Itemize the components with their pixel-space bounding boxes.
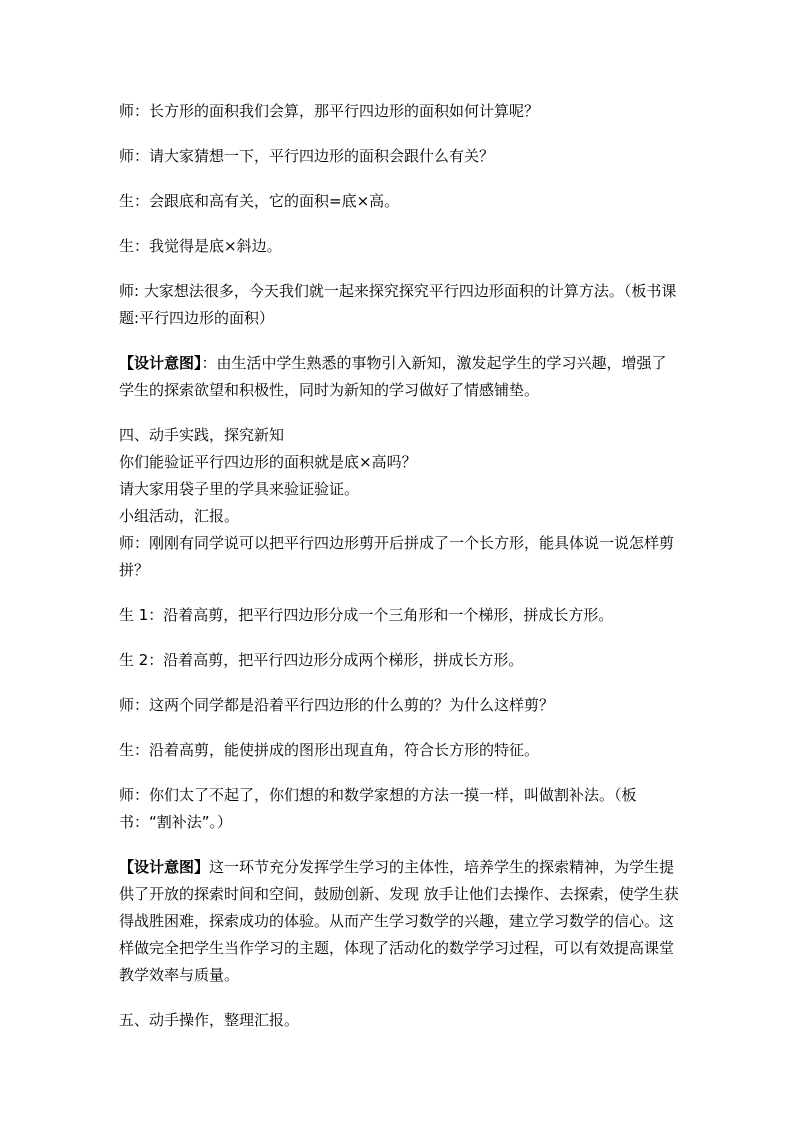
design-intent-text: ：由生活中学生熟悉的事物引入新知，激发起学生的学习兴趣，增强了学生的探索欲望和积极性，同时为新知的学习做好了情感铺垫。 [119, 354, 667, 399]
design-intent-label: 【设计意图】 [119, 858, 210, 876]
paragraph-use-tools: 请大家用袋子里的学具来验证验证。 [119, 480, 360, 498]
paragraph-teacher-summary: 师: 大家想法很多，今天我们就一起来探究探究平行四边形面积的计算方法。（板书课题:平行四边形的面积） [119, 282, 677, 327]
paragraph-teacher-question-1: 师：长方形的面积我们会算，那平行四边形的面积如何计算呢？ [119, 102, 540, 120]
paragraph-student1-answer: 生 1：沿着高剪，把平行四边形分成一个三角形和一个梯形，拼成长方形。 [119, 606, 614, 624]
paragraph-design-intent-2 [119, 854, 679, 989]
paragraph-teacher-question-2: 师：请大家猜想一下，平行四边形的面积会跟什么有关？ [119, 147, 495, 165]
design-intent-text: 这一环节充分发挥学生学习的主体性，培养学生的探索精神，为学生提供了开放的探索时间和空间，鼓励创新、发现 放手让他们去操作、去探索，使学生获得战胜困难，探索成功的体验。从而产生学习数学的兴趣，建立学习数学的信心。这样做完全把学生当作学习的主题，体现了活动化的数学学习过程，可以有效提高课堂教学效率与质量。 [119, 858, 679, 984]
paragraph-teacher-why-question: 师：这两个同学都是沿着平行四边形的什么剪的？为什么这样剪？ [119, 696, 555, 714]
section-heading-five: 五、动手操作，整理汇报。 [119, 1011, 300, 1029]
paragraph-group-activity: 小组活动，汇报。 [119, 507, 240, 525]
design-intent-label: 【设计意图】 [119, 354, 202, 372]
paragraph-student-answer-1: 生：会跟底和高有关，它的面积=底×高。 [119, 192, 400, 210]
document-body [119, 98, 679, 1034]
paragraph-student-right-angle: 生：沿着高剪，能使拼成的图形出现直角，符合长方形的特征。 [119, 741, 540, 759]
paragraph-teacher-cut-question: 师：刚刚有同学说可以把平行四边形剪开后拼成了一个长方形，能具体说一说怎样剪拼？ [119, 534, 675, 579]
paragraph-student-answer-2: 生：我觉得是底×斜边。 [119, 237, 282, 255]
paragraph-teacher-praise: 师：你们太了不起了，你们想的和数学家想的方法一摸一样，叫做割补法。（板书：“割补法”。） [119, 786, 637, 831]
paragraph-design-intent-1 [119, 350, 679, 404]
section-heading-four: 四、动手实践，探究新知 [119, 426, 285, 444]
paragraph-student2-answer: 生 2：沿着高剪，把平行四边形分成两个梯形，拼成长方形。 [119, 651, 524, 669]
paragraph-verify-question: 你们能验证平行四边形的面积就是底×高吗？ [119, 453, 417, 471]
